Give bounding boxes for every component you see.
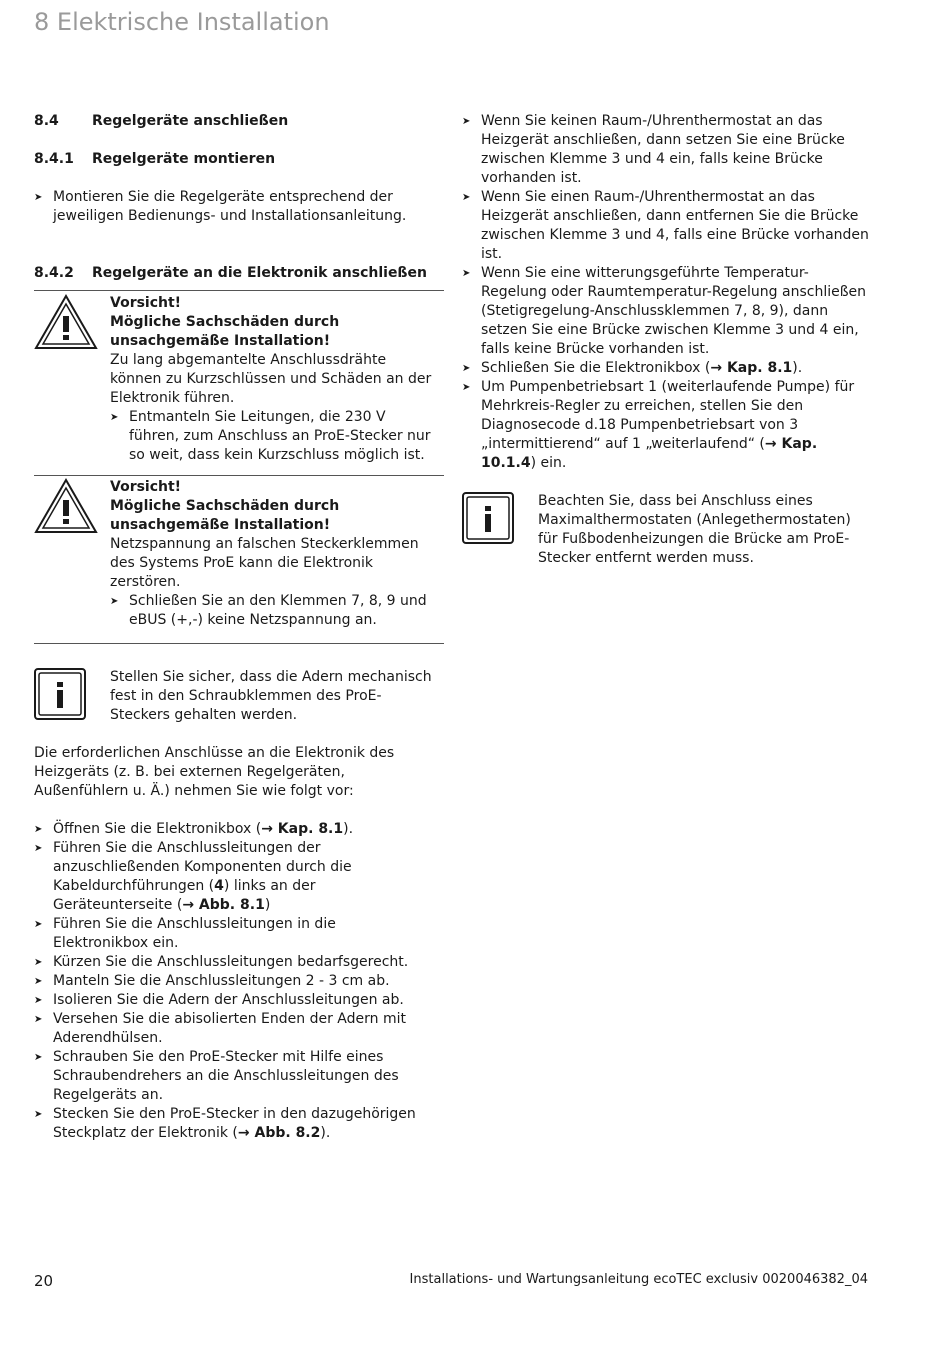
list-item: ➤ Kürzen Sie die Anschlussleitungen bedarfsgerecht. bbox=[34, 953, 424, 972]
left-column bbox=[34, 112, 444, 1143]
list-item: ➤ Isolieren Sie die Adern der Anschlussleitungen ab. bbox=[34, 991, 424, 1010]
chapter-header: 8 Elektrische Installation bbox=[34, 8, 330, 36]
footer-document-title: Installations- und Wartungsanleitung ecoTEC exclusiv 0020046382_04 bbox=[409, 1272, 868, 1287]
list-item: ➤ Stecken Sie den ProE-Stecker in den dazugehörigen Steckplatz der Elektronik (→ Abb. 8.2). bbox=[34, 1105, 424, 1143]
warning-box-2 bbox=[34, 476, 444, 643]
list-item: ➤ Um Pumpenbetriebsart 1 (weiterlaufende Pumpe) für Mehrkreis-Regler zu erreichen, stellen Sie den Diagnosecode d.18 Pumpenbetriebsart von 3 „intermittierend“ auf 1 „weiterlaufend“ (→ Kap. 10.1.4) ein. bbox=[462, 378, 872, 473]
list-item: ➤ Wenn Sie eine witterungsgeführte Temperatur-Regelung oder Raumtemperatur-Regelung anschließen (Stetigregelung-Anschlussklemmen 7, 8, 9), dann setzen Sie eine Brücke zwischen Klemme 3 und 4 ein, falls keine Brücke vorhanden ist. bbox=[462, 264, 872, 359]
section-title: Regelgeräte anschließen bbox=[92, 113, 289, 129]
intro-paragraph: Die erforderlichen Anschlüsse an die Elektronik des Heizgeräts (z. B. bei externen Regelgeräten, Außenfühlern u. Ä.) nehmen Sie wie folgt vor: bbox=[34, 745, 395, 799]
section-heading bbox=[34, 112, 444, 131]
subsection-heading-1 bbox=[34, 150, 444, 169]
list-item: ➤ Führen Sie die Anschlussleitungen in die Elektronikbox ein. bbox=[34, 915, 424, 953]
info-icon bbox=[462, 492, 514, 544]
list-item: ➤ Manteln Sie die Anschlussleitungen 2 - 3 cm ab. bbox=[34, 972, 424, 991]
list-item: ➤ Wenn Sie keinen Raum-/Uhrenthermostat an das Heizgerät anschließen, dann setzen Sie eine Brücke zwischen Klemme 3 und 4 ein, falls keine Brücke vorhanden ist. bbox=[462, 112, 872, 188]
info-icon bbox=[34, 668, 86, 720]
warning-box-1 bbox=[34, 291, 444, 475]
info-box-2 bbox=[462, 492, 872, 568]
cross-reference: → Kap. 8.1 bbox=[710, 360, 793, 376]
subsection-number: 8.4.2 bbox=[34, 265, 74, 281]
warning-subtitle: Mögliche Sachschäden durch unsachgemäße Installation! bbox=[110, 498, 340, 533]
list-item: ➤ Schließen Sie die Elektronikbox (→ Kap. 8.1). bbox=[462, 359, 872, 378]
list-item: ➤ Entmanteln Sie Leitungen, die 230 V führen, zum Anschluss an ProE-Stecker nur so weit, dass kein Kurzschluss möglich ist. bbox=[110, 408, 440, 465]
cross-reference: → Kap. 8.1 bbox=[261, 821, 344, 837]
list-item: ➤ Schließen Sie an den Klemmen 7, 8, 9 und eBUS (+,-) keine Netzspannung an. bbox=[110, 592, 440, 630]
list-item: ➤ Wenn Sie einen Raum-/Uhrenthermostat an das Heizgerät anschließen, dann entfernen Sie die Brücke zwischen Klemme 3 und 4, falls eine Brücke vorhanden ist. bbox=[462, 188, 872, 264]
subsection-number: 8.4.1 bbox=[34, 151, 74, 167]
list-item: ➤ Öffnen Sie die Elektronikbox (→ Kap. 8.1). bbox=[34, 820, 424, 839]
info-text: Beachten Sie, dass bei Anschluss eines Maximalthermostaten (Anlegethermostaten) für Fußbodenheizungen die Brücke am ProE-Stecker entfernt werden muss. bbox=[538, 493, 851, 566]
warning-title: Vorsicht! bbox=[110, 295, 182, 311]
list-item: ➤ Montieren Sie die Regelgeräte entsprechend der jeweiligen Bedienungs- und Installationsanleitung. bbox=[34, 188, 414, 226]
warning-icon bbox=[34, 294, 98, 350]
subsection-heading-2 bbox=[34, 264, 444, 283]
cross-reference: → Kap. 10.1.4 bbox=[481, 436, 818, 471]
cross-reference: → Abb. 8.2 bbox=[237, 1125, 321, 1141]
warning-icon bbox=[34, 478, 98, 534]
warning-text: Netzspannung an falschen Steckerklemmen des Systems ProE kann die Elektronik zerstören. bbox=[110, 536, 419, 590]
cross-reference: → Abb. 8.1 bbox=[182, 897, 265, 913]
warning-subtitle: Mögliche Sachschäden durch unsachgemäße Installation! bbox=[110, 314, 340, 349]
list-item: ➤ Führen Sie die Anschlussleitungen der anzuschließenden Komponenten durch die Kabeldurchführungen (4) links an der Geräteunterseite (→ Abb. 8.1) bbox=[34, 839, 424, 915]
warning-text: Zu lang abgemantelte Anschlussdrähte können zu Kurzschlüssen und Schäden an der Elektronik führen. bbox=[110, 352, 432, 406]
subsection-title: Regelgeräte montieren bbox=[92, 151, 276, 167]
conditions-list bbox=[462, 112, 872, 473]
info-text: Stellen Sie sicher, dass die Adern mechanisch fest in den Schraubklemmen des ProE-Steckers gehalten werden. bbox=[110, 669, 432, 723]
warning-title: Vorsicht! bbox=[110, 479, 182, 495]
list-item: ➤ Versehen Sie die abisolierten Enden der Adern mit Aderendhülsen. bbox=[34, 1010, 424, 1048]
page-number: 20 bbox=[34, 1272, 54, 1290]
info-box-1 bbox=[34, 668, 444, 725]
right-column bbox=[462, 112, 872, 568]
subsection-title: Regelgeräte an die Elektronik anschließen bbox=[92, 265, 427, 281]
section-number: 8.4 bbox=[34, 113, 59, 129]
list-item: ➤ Schrauben Sie den ProE-Stecker mit Hilfe eines Schraubendrehers an die Anschlussleitungen des Regelgeräts an. bbox=[34, 1048, 424, 1105]
steps-list bbox=[34, 820, 424, 1143]
